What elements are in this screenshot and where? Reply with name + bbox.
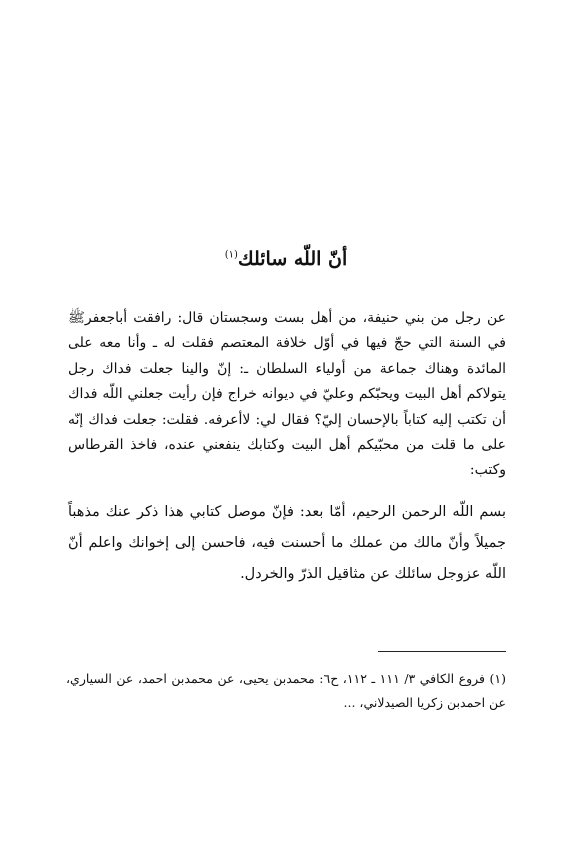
chapter-title-text: أنّ اللّه سائلك: [237, 248, 348, 270]
narrative-paragraph: [68, 306, 506, 484]
footnote-divider: [378, 651, 506, 652]
letter-paragraph: [68, 497, 506, 590]
letter-text: بسم اللّه الرحمن الرحيم، أمّا بعد: فإنّ موصل كتابي هذا ذكر عنك مذهباً جميلاً وأنّ مالك من عملك ما أحسنت فيه، فاحسن إلى إخوانك واعلم أنّ اللّه عزوجل سائلك عن مثاقيل الذرّ والخردل.: [68, 504, 506, 582]
footnote-marker: (١): [224, 249, 238, 261]
footnote: [66, 667, 506, 715]
chapter-title: [0, 248, 572, 270]
footnote-text: (١) فروع الكافي ٣/ ١١١ ـ ١١٢، ح٦: محمدبن يحيى، عن محمدبن احمد، عن السياري، عن احمدبن زكريا الصيدلاني، ...: [66, 671, 507, 710]
narrative-text: عن رجل من بني حنيفة، من أهل بست وسجستان قال: رافقت أباجعفرﷺ في السنة التي حجّ فيها في أوّل خلافة المعتصم فقلت له ـ وأنا معه على المائدة وهناك جماعة من أولياء السلطان ـ: إنّ والينا جعلت فداك رجل يتولاكم أهل البيت ويحبّكم وعليّ في ديوانه خراج فإن رأيت جعلني اللّه فداك أن تكتب إليه كتاباً بالإحسان إليّ؟ فقال لي: لاأعرفه. فقلت: جعلت فداك إنّه على ما قلت من محبّيكم أهل البيت وكتابك ينفعني عنده، فاخذ القرطاس وكتب:: [68, 310, 506, 479]
